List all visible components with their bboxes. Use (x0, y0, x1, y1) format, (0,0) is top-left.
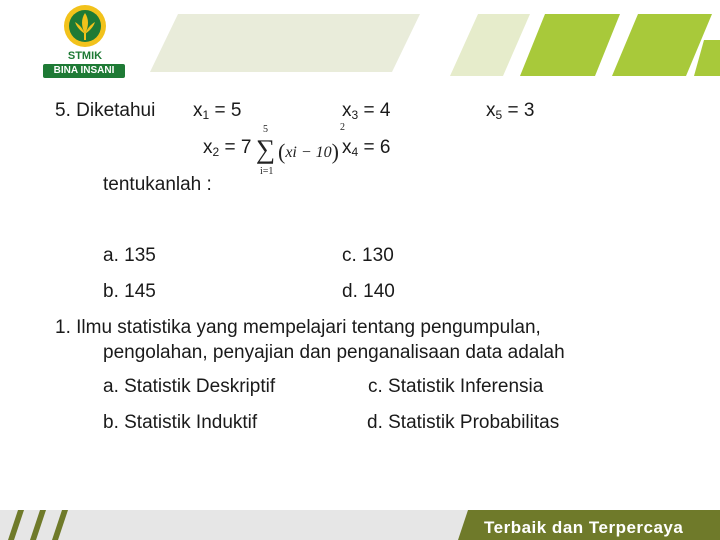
x5-subscript: 5 (495, 108, 503, 122)
x2-var: x (203, 137, 213, 158)
q5-option-b: b. 145 (103, 281, 156, 302)
x2-subscript: 2 (212, 145, 220, 159)
q5-instruction: tentukanlah : (103, 174, 212, 195)
x3-subscript: 3 (351, 108, 359, 122)
sum-expression (278, 139, 339, 165)
q5-x3 (342, 100, 390, 122)
q1-option-b: b. Statistik Induktif (103, 412, 258, 433)
summation-formula (254, 122, 358, 178)
q1-option-d: d. Statistik Probabilitas (367, 412, 560, 433)
x3-value: = 4 (363, 100, 391, 121)
x1-value: = 5 (214, 100, 242, 121)
header-stripe (150, 14, 420, 72)
open-paren: ( (278, 139, 286, 164)
x4-var: x (342, 137, 352, 158)
x2-value: = 7 (224, 137, 252, 158)
header-stripe (520, 14, 620, 76)
q5-intro: 5. Diketahui (55, 100, 156, 121)
x4-subscript: 4 (351, 145, 359, 159)
x1-subscript: 1 (202, 108, 210, 122)
exponent: 2 (340, 122, 345, 133)
q1-text-line2: pengolahan, penyajian dan penganalisaan data adalah (103, 342, 565, 363)
x5-var: x (486, 100, 496, 121)
x4-value: = 6 (363, 137, 391, 158)
expression-text: xi − 10 (285, 144, 332, 161)
footer-tagline: Terbaik dan Terpercaya (484, 518, 684, 537)
sum-lower-limit: i=1 (260, 166, 274, 177)
q5-x5 (486, 100, 534, 122)
x5-value: = 3 (507, 100, 535, 121)
sigma-symbol: ∑ (256, 134, 276, 164)
x3-var: x (342, 100, 352, 121)
q5-x1 (193, 100, 241, 122)
header-stripe (450, 14, 530, 76)
logo-emblem (63, 4, 107, 48)
q1-option-a: a. Statistik Deskriptif (103, 376, 276, 397)
q1-option-c: c. Statistik Inferensia (368, 376, 544, 397)
logo (40, 4, 130, 78)
q5-option-d: d. 140 (342, 281, 395, 302)
q5-x2 (203, 137, 251, 159)
q1-text-line1: 1. Ilmu statistika yang mempelajari tentang pengumpulan, (55, 317, 541, 338)
q5-option-c: c. 130 (342, 245, 394, 266)
q5-option-a: a. 135 (103, 245, 156, 266)
logo-text-bina-insani: BINA INSANI (43, 64, 125, 78)
x1-var: x (193, 100, 203, 121)
sum-upper-limit: 5 (263, 124, 268, 135)
close-paren: ) (331, 139, 339, 164)
logo-text-stmik: STMIK (67, 50, 103, 62)
